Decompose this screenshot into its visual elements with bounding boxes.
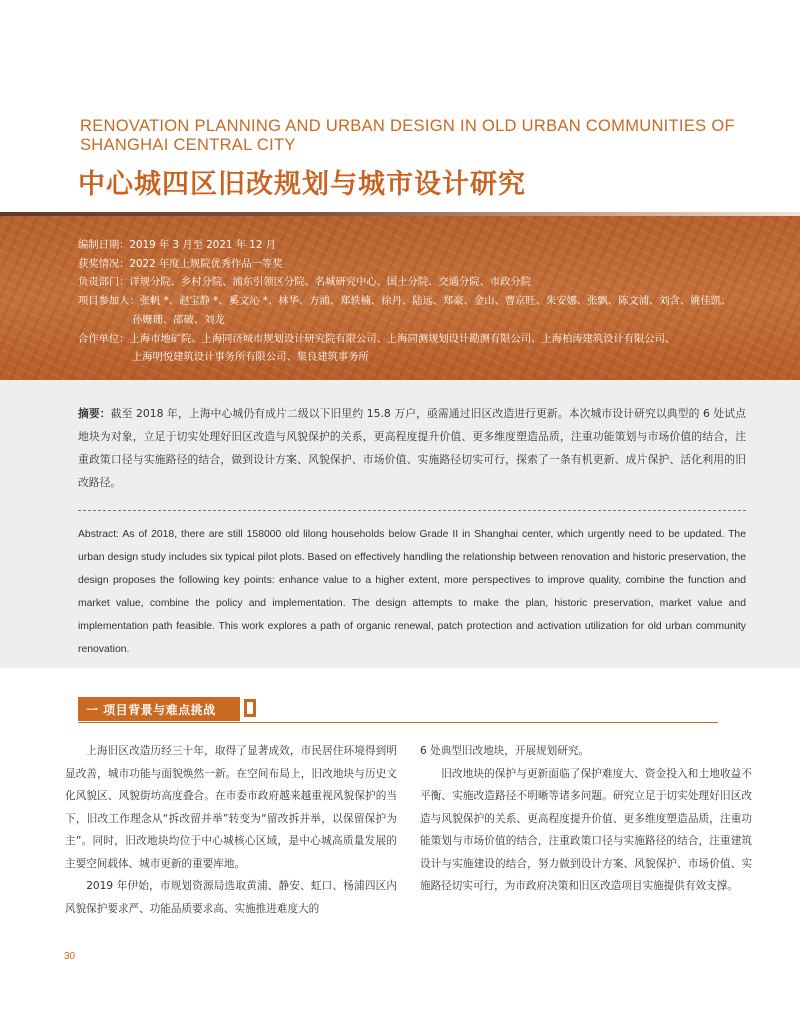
title-chinese: 中心城四区旧改规划与城市设计研究: [78, 169, 526, 200]
section-bracket-icon: [244, 699, 256, 717]
info-value: 2019 年 3 月至 2021 年 12 月: [129, 239, 276, 251]
info-row-date: [78, 236, 778, 255]
info-value: 2022 年度上规院优秀作品一等奖: [129, 257, 283, 270]
section-title: 一 项目背景与难点挑战: [86, 702, 216, 717]
body-column-right: [420, 740, 752, 898]
info-value: 详规分院、乡村分院、浦东引领区分院、名城研究中心、国土分院、交通分院、市政分院: [129, 276, 532, 289]
info-label: 编制日期：: [78, 239, 130, 251]
info-row-participants-cont: [78, 311, 778, 330]
section-heading: [78, 697, 240, 721]
info-row-partners: [78, 330, 778, 349]
info-value: 上海市地矿院、上海同济城市规划设计研究院有限公司、上海同测规划设计勘测有限公司、上海柏涛建筑设计有限公司、: [129, 332, 676, 345]
info-label: 获奖情况：: [78, 257, 130, 270]
info-label: 合作单位：: [78, 332, 130, 345]
abstract-english: Abstract: As of 2018, there are still 158000 old lilong households below Grade II in Shanghai center, which urgently need to be updated. The urban design study includes six typical pilot plots. Based on effectively handling the relationship between renovation and historic preservation, the design proposes the following key points: enhance value to a higher extent, more perspectives to improve quality, combine the function and market value, combine the policy and implementation. The design attempts to make the plan, historic preservation, market value and implementation path feasible. This work explores a path of organic renewal, patch protection and activation utilization for old urban community renovation.: [78, 529, 746, 655]
info-value: 上海明悦建筑设计事务所有限公司、集良建筑事务所: [132, 351, 369, 364]
info-value: 孙姗珊、邵破、刘龙: [132, 313, 225, 326]
info-row-departments: [78, 273, 778, 292]
project-info-list: [78, 236, 778, 367]
info-value: 张帆 *、赵宝静 *、奚文沁 *、林华、方浦、郑轶楠、徐丹、陆远、郑豪、金山、曹京旺、朱安娜、张飘、陈文浦、刘含、姚佳凯、: [139, 295, 732, 308]
body-paragraph: 上海旧区改造历经三十年，取得了显著成效，市民居住环境得到明显改善，城市功能与面貌焕然一新。在空间布局上，旧改地块与历史文化风貌区、风貌街坊高度叠合。在市委市政府越来越重视风貌保护的当下，旧改工作理念从“拆改留并举”转变为“留改拆并举，以保留保护为主”。同时，旧改地块均位于中心城核心区域，是中心城高质量发展的主要空间载体、城市更新的重要库地。: [65, 745, 397, 870]
info-row-award: [78, 255, 778, 274]
info-label: 负责部门：: [78, 276, 130, 289]
abstract-chinese: [78, 402, 746, 494]
abstract-label: 摘要：: [78, 407, 111, 420]
info-row-participants: [78, 292, 778, 311]
abstract-box: [0, 380, 800, 668]
info-label: 项目参加人：: [78, 295, 140, 308]
section-underline: [78, 722, 718, 723]
page-number: 30: [64, 951, 76, 962]
abstract-chinese-text: 截至 2018 年，上海中心城仍有成片二级以下旧里约 15.8 万户，亟需通过旧区改造进行更新。本次城市设计研究以典型的 6 处试点地块为对象，立足于切实处理好旧区改造与风貌保护的关系，更高程度提升价值、更多维度塑造品质，注重功能策划与市场价值的结合，注重政策口径与实施路径的结合，做到设计方案、风貌保护、市场价值、实施路径切实可行，探索了一条有机更新、成片保护、活化利用的旧改路径。: [78, 407, 746, 489]
body-column-left: [65, 740, 397, 920]
body-paragraph: 旧改地块的保护与更新面临了保护难度大、资金投入和土地收益不平衡、实施改造路径不明晰等诸多问题。研究立足于切实处理好旧区改造与风貌保护的关系、更高程度提升价值、更多维度塑造品质，注重功能策划与市场价值的结合，注重政策口径与实施路径的结合，注重建筑设计与实施建设的结合，努力做到设计方案、风貌保护、市场价值、实施路径切实可行，为市政府决策和旧区改造项目实施提供有效支撑。: [420, 767, 752, 892]
abstract-divider: [78, 510, 746, 511]
info-row-partners-cont: [78, 348, 778, 367]
body-paragraph: 6 处典型旧改地块，开展规划研究。: [420, 745, 590, 757]
body-paragraph: 2019 年伊始，市规划资源局选取黄浦、静安、虹口、杨浦四区内风貌保护要求严、功能品质要求高、实施推进难度大的: [65, 880, 397, 915]
title-english: RENOVATION PLANNING AND URBAN DESIGN IN OLD URBAN COMMUNITIES OF SHANGHAI CENTRAL CITY: [80, 117, 735, 154]
project-info-band: [0, 216, 800, 380]
